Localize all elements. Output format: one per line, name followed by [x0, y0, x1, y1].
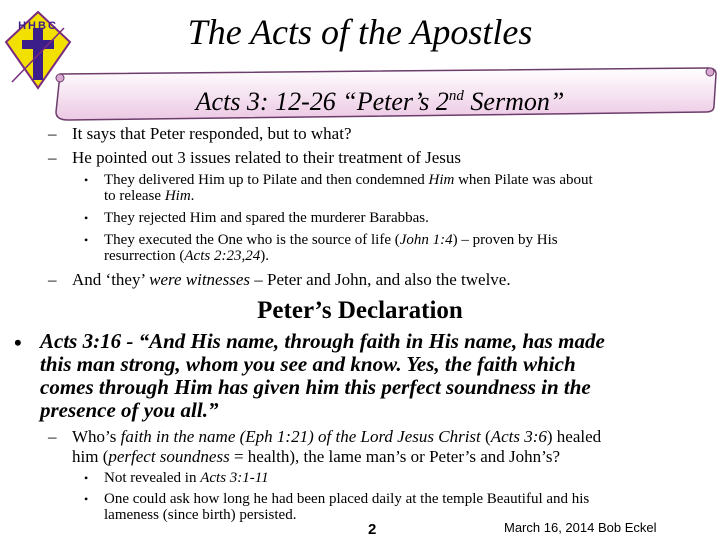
quote-line: presence of you all.” — [40, 398, 219, 422]
section-heading: Peter’s Declaration — [257, 297, 463, 324]
dash-marker: – — [48, 148, 57, 167]
point-responded: It says that Peter responded, but to what? — [72, 124, 352, 143]
sub-point-not-revealed: Not revealed in Acts 3:1-11 — [104, 470, 269, 486]
dash-marker: – — [48, 124, 57, 143]
sub-point-executed: They executed the One who is the source of life (John 1:4) – proven by His resurrection (Acts 2:23,24). — [104, 232, 558, 264]
sermon-banner-title: Acts 3: 12-26 “Peter’s 2nd Sermon” — [195, 87, 565, 116]
bullet-marker: • — [84, 492, 89, 506]
point-witnesses: And ‘they’ were witnesses – Peter and John, and also the twelve. — [72, 270, 511, 289]
footer-date-author: March 16, 2014 Bob Eckel — [504, 520, 657, 535]
slide-title: The Acts of the Apostles — [187, 12, 533, 52]
dash-marker: – — [48, 270, 57, 289]
dash-marker: – — [48, 427, 57, 446]
logo-text: HHBC — [18, 20, 58, 32]
sub-point-delivered: They delivered Him up to Pilate and then condemned Him when Pilate was about to release Him. — [104, 172, 593, 204]
sub-point-how-long: One could ask how long he had been placed daily at the temple Beautiful and his lameness (since birth) persisted. — [104, 491, 590, 523]
point-three-issues: He pointed out 3 issues related to their treatment of Jesus — [72, 148, 462, 167]
quote-line: this man strong, whom you see and know. Yes, the faith which — [40, 352, 576, 376]
point-whose-faith: Who’s faith in the name (Eph 1:21) of the Lord Jesus Christ (Acts 3:6) healed him (perfect soundness = health), the lame man’s or Peter’s and John’s? — [72, 427, 602, 466]
quote-line: comes through Him has given him this perfect soundness in the — [40, 375, 591, 399]
sub-point-rejected: They rejected Him and spared the murderer Barabbas. — [104, 210, 429, 226]
bullet-marker: • — [84, 233, 89, 247]
bullet-marker: • — [84, 211, 89, 225]
scripture-quote — [40, 330, 710, 422]
page-number: 2 — [368, 521, 377, 538]
bullet-marker: • — [84, 173, 89, 187]
bullet-marker: • — [14, 330, 22, 355]
bullet-marker: • — [84, 471, 89, 485]
quote-line: Acts 3:16 - “And His name, through faith in His name, has made — [40, 329, 605, 353]
